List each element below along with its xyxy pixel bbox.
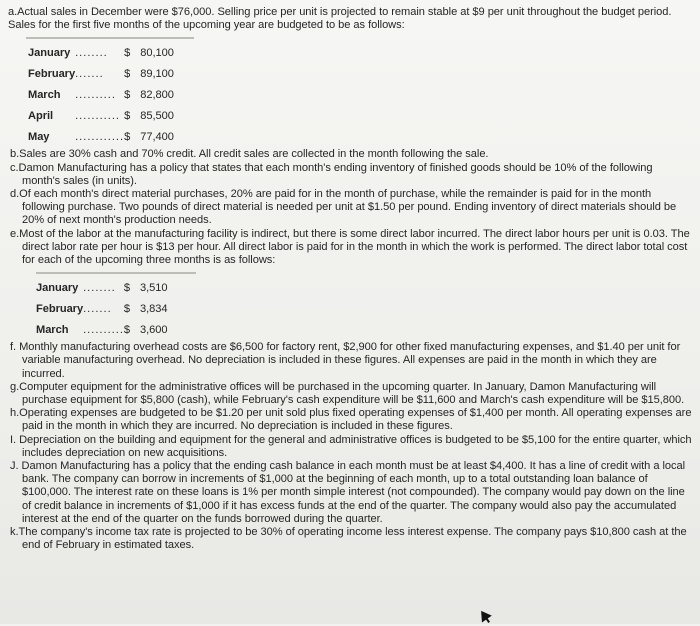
currency-symbol: $: [124, 131, 131, 144]
table-row: [28, 43, 174, 64]
amount: 89,100: [140, 68, 174, 81]
month-label: February: [36, 303, 84, 316]
item-c: c.Damon Manufacturing has a policy that states that each month's ending inventory of finished goods should be 10% of the following month's sales (in units).: [10, 161, 653, 187]
currency-symbol: $: [123, 324, 131, 337]
leader-dots: .......: [83, 303, 112, 316]
table-row: [28, 127, 174, 148]
currency-symbol: $: [123, 303, 131, 316]
leader-dots: ........: [83, 282, 116, 295]
month-label: February: [28, 68, 76, 81]
month-label: January: [28, 47, 71, 60]
amount: 3,834: [140, 303, 168, 316]
currency-symbol: $: [124, 110, 131, 123]
sales-schedule: [28, 43, 174, 148]
item-h: h.Operating expenses are budgeted to be $1.20 per unit sold plus fixed operating expenses of $1,400 per month. All operating expenses are paid in the month in which they are incurred. No depreciation is included in these figures.: [10, 407, 692, 433]
amount: 3,510: [140, 282, 168, 295]
amount: 3,600: [140, 324, 168, 337]
table-row: [36, 320, 168, 341]
month-label: March: [36, 324, 69, 337]
divider: [36, 272, 196, 274]
item-b: b.Sales are 30% cash and 70% credit. All credit sales are collected in the month following the sale.: [10, 148, 489, 161]
table-row: [36, 278, 168, 299]
item-i: I. Depreciation on the building and equipment for the general and administrative offices is budgeted to be $5,100 for the entire quarter, which includes depreciation on new acquisitions.: [10, 433, 692, 459]
leader-dots: ............: [75, 131, 125, 144]
table-row: [28, 106, 174, 127]
item-a: a.Actual sales in December were $76,000. Selling price per unit is projected to remain stable at $9 per unit throughout the budget period. Sales for the first five months of the upcoming year are budgeted to be as follows:: [8, 6, 672, 32]
item-d: d.Of each month's direct material purchases, 20% are paid for in the month of purchase, while the remainder is paid for in the month following purchase. Two pounds of direct material is needed per unit at $1.50 per pound. Ending inventory of direct materials should be 20% of next month's production needs.: [10, 188, 677, 227]
item-g: g.Computer equipment for the administrative offices will be purchased in the upcoming quarter. In January, Damon Manufacturing will purchase equipment for $5,800 (cash), while February's cash expenditure will be $11,600 and March's cash expenditure will be $15,800.: [10, 380, 685, 407]
item-e: e.Most of the labor at the manufacturing facility is indirect, but there is some direct labor incurred. The direct labor hours per unit is 0.03. The direct labor rate per hour is $13 per hour. All direct labor is paid for in the month in which the work is performed. The direct labor total cost for each of the upcoming three months is as follows:: [10, 227, 690, 267]
labor-schedule: [36, 278, 168, 341]
leader-dots: .......: [75, 68, 104, 81]
leader-dots: ........: [75, 47, 108, 60]
currency-symbol: $: [124, 68, 131, 81]
table-row: [28, 85, 174, 106]
leader-dots: ...........: [75, 110, 120, 123]
month-label: April: [28, 110, 54, 123]
item-f: f. Monthly manufacturing overhead costs are $6,500 for factory rent, $2,900 for other fixed manufacturing expenses, and $1.40 per unit for variable manufacturing overhead. No depreciation is included in these figures. All expenses are paid in the month in which they are incurred.: [10, 341, 681, 380]
leader-dots: ..........: [75, 89, 116, 102]
item-k: k.The company's income tax rate is projected to be 30% of operating income less interest expense. The company pays $10,800 cash at the end of February in estimated taxes.: [10, 526, 687, 552]
mouse-cursor-icon: [476, 607, 492, 622]
month-label: March: [28, 89, 61, 102]
table-row: [28, 64, 174, 85]
month-label: January: [36, 282, 79, 295]
currency-symbol: $: [124, 89, 131, 102]
amount: 77,400: [140, 131, 174, 144]
month-label: May: [28, 131, 50, 144]
item-j: J. Damon Manufacturing has a policy that the ending cash balance in each month must be at least $4,400. It has a line of credit with a local bank. The company can borrow in increments of $1,000 at the beginning of each month, up to a total outstanding loan balance of $100,000. The interest rate on these loans is 1% per month simple interest (not compounded). The company would pay down on the line of credit balance in increments of $1,000 if it has excess funds at the end of the quarter. The company would also pay the accumulated interest at the end of the quarter on the funds borrowed during the quarter.: [10, 460, 686, 525]
amount: 82,800: [140, 89, 174, 102]
amount: 85,500: [140, 110, 174, 123]
currency-symbol: $: [124, 47, 131, 60]
currency-symbol: $: [123, 282, 131, 295]
leader-dots: ..........: [83, 324, 124, 337]
table-row: [36, 299, 168, 320]
divider: [26, 37, 194, 39]
amount: 80,100: [140, 47, 174, 60]
